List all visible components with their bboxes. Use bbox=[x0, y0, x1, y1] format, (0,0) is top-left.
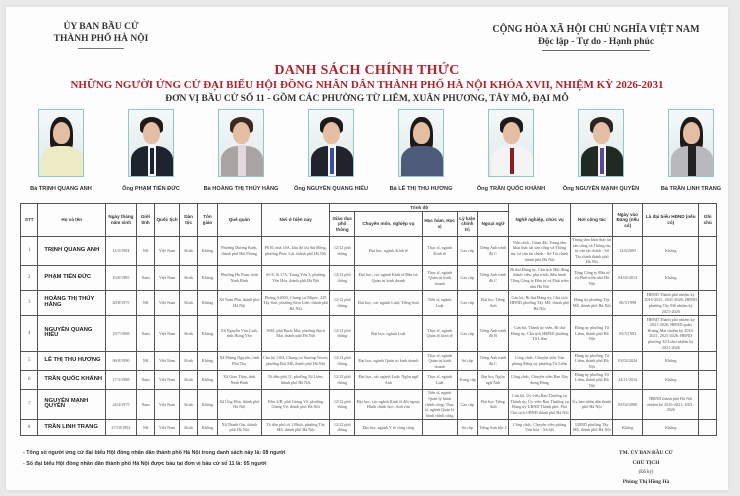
candidate-caption: Ông NGUYỄN MẠNH QUYỀN bbox=[562, 186, 640, 192]
cell-religion: Không bbox=[198, 389, 217, 419]
cell-general-edu: 12/12 phổ thông bbox=[330, 237, 355, 266]
cell-ethnicity: Kinh bbox=[179, 265, 197, 290]
candidate-photo bbox=[218, 109, 264, 177]
candidate-caption: Bà HOÀNG THỊ THÚY HẰNG bbox=[203, 186, 279, 192]
cell-occupation: Công chức, Chuyên viên Ban Xây dựng Đảng bbox=[508, 370, 571, 389]
cell-gender: Nam bbox=[136, 315, 154, 351]
cell-religion: Không bbox=[198, 237, 217, 266]
cell-hometown: Xã Nam Phù, thành phố Hà Nội bbox=[217, 290, 261, 315]
cell-party-date: 04/02/2013 bbox=[613, 265, 643, 290]
cell-name: NGUYỄN QUANG HIẾU bbox=[38, 315, 106, 351]
cell-residence: Khu 2/B, phố Giảng Võ, phường Giảng Võ, thành phố Hà Nội bbox=[261, 389, 330, 419]
candidate-card bbox=[11, 109, 111, 192]
cell-degree: Tiến sĩ, ngành Luật bbox=[422, 290, 457, 315]
table-row bbox=[21, 370, 717, 389]
cell-name: TRẦN QUỐC KHÁNH bbox=[38, 370, 106, 389]
cell-political: Cao cấp bbox=[457, 315, 478, 351]
cell-gender: Nam bbox=[136, 265, 154, 290]
cell-nationality: Việt Nam bbox=[155, 265, 180, 290]
candidate-photo bbox=[398, 109, 444, 177]
cell-degree: Thạc sĩ, ngành Quản lý kinh tế bbox=[422, 315, 457, 351]
cell-nationality: Việt Nam bbox=[155, 315, 180, 351]
table-row bbox=[21, 265, 717, 290]
cell-gender: Nữ bbox=[136, 419, 154, 435]
header-occupation: Nghề nghiệp, chức vụ bbox=[508, 204, 571, 237]
table-row bbox=[21, 419, 717, 435]
cell-religion: Không bbox=[198, 290, 217, 315]
header-residence: Nơi ở hiện nay bbox=[261, 204, 330, 237]
cell-residence: Số 8, lô 17A, Trung Yên 3, phường Yên Hòa, thành phố Hà Nội bbox=[261, 265, 330, 290]
cell-degree: Thạc sĩ, ngành Quản trị kinh doanh bbox=[422, 265, 457, 290]
cell-religion: Không bbox=[198, 419, 217, 435]
cell-stt: 2 bbox=[21, 265, 38, 290]
cell-ethnicity: Kinh bbox=[179, 351, 197, 370]
cell-nationality: Việt Nam bbox=[155, 237, 180, 266]
cell-general-edu: 12/12 phổ thông bbox=[330, 315, 355, 351]
signature-title: CHỦ TỊCH bbox=[632, 459, 660, 466]
candidate-photo bbox=[668, 109, 714, 177]
cell-language: Đại học Tiếng Anh bbox=[478, 290, 509, 315]
candidate-card bbox=[371, 109, 471, 192]
cell-note bbox=[699, 265, 717, 290]
header-ethnicity: Dân tộc bbox=[179, 204, 197, 237]
cell-note bbox=[699, 419, 717, 435]
candidate-photo bbox=[578, 109, 624, 177]
cell-degree: Thạc sĩ, ngành Luật bbox=[422, 370, 457, 389]
cell-name: TRỊNH QUANG ANH bbox=[38, 237, 106, 266]
cell-general-edu: 12/12 phổ thông bbox=[330, 290, 355, 315]
cell-occupation: Bí thư Đảng ủy, Chủ tịch Hội đồng thành viên, phụ trách điều hành Tổng Công ty Đầu tư và Phát triển nhà Hà Nội bbox=[510, 266, 569, 289]
authority-line-2: THÀNH PHỐ HÀ NỘI bbox=[53, 34, 149, 44]
candidate-card bbox=[191, 109, 291, 192]
cell-hometown: Phường Hà Nam, tỉnh Ninh Bình bbox=[217, 265, 261, 290]
cell-language: Tiếng Anh trình độ C bbox=[478, 351, 509, 370]
header-gender: Giới tính bbox=[136, 204, 154, 237]
cell-ethnicity: Kinh bbox=[179, 315, 197, 351]
cell-workplace: Đảng ủy phường Từ Liêm, thành phố Hà Nội bbox=[571, 315, 613, 351]
header-education-group: Trình độ bbox=[330, 204, 508, 212]
header-degree: Học hàm, Học vị bbox=[422, 212, 457, 237]
table-row bbox=[21, 315, 717, 351]
cell-political: Cao cấp bbox=[457, 265, 478, 290]
cell-ethnicity: Kinh bbox=[179, 389, 197, 419]
electoral-unit: ĐƠN VỊ BẦU CỬ SỐ 11 - GỒM CÁC PHƯỜNG TỪ LIÊM, XUÂN PHƯƠNG, TÂY MỖ, ĐẠI MỖ bbox=[165, 94, 569, 104]
cell-degree: Tiến sĩ, ngành Quản lý hành chính công; Thạc sĩ, ngành Quản lý hành chính công bbox=[422, 389, 457, 419]
candidate-photo bbox=[308, 109, 354, 177]
header-hometown: Quê quán bbox=[217, 204, 261, 237]
cell-party-date: 03/02/2024 bbox=[613, 351, 643, 370]
cell-residence: Tổ dân phố 11, phường Từ Liêm, thành phố Hà Nội bbox=[261, 370, 330, 389]
cell-name: HOÀNG THỊ THÚY HẰNG bbox=[38, 290, 106, 315]
header-nationality: Quốc tịch bbox=[155, 204, 180, 237]
candidate-photo bbox=[488, 109, 534, 177]
document-page bbox=[6, 7, 728, 490]
cell-degree: Thạc sĩ, ngành Quản trị kinh doanh bbox=[422, 351, 457, 370]
cell-specialty: Đại học, ngành Kinh tế bbox=[355, 237, 423, 266]
cell-language: Tiếng Anh trình độ C bbox=[478, 265, 509, 290]
cell-workplace: Tổng Công ty Đầu tư và Phát triển nhà Hà Nội bbox=[571, 265, 613, 290]
cell-gender: Nam bbox=[136, 370, 154, 389]
cell-hometown: Xã Ứng Hòa, thành phố Hà Nội bbox=[217, 389, 261, 419]
authority-underline bbox=[78, 48, 124, 49]
header-religion: Tôn giáo bbox=[198, 204, 217, 237]
document-title: DANH SÁCH CHÍNH THỨC bbox=[274, 63, 460, 78]
signatory-name: Phùng Thị Hồng Hà bbox=[622, 478, 670, 485]
cell-note bbox=[699, 315, 717, 351]
candidate-card bbox=[641, 109, 740, 192]
candidate-photo bbox=[38, 109, 84, 177]
cell-note bbox=[699, 370, 717, 389]
cell-gender: Nam bbox=[136, 389, 154, 419]
cell-dob: 24/4/1975 bbox=[106, 389, 137, 419]
signature-org: TM. ỦY BAN BẦU CỬ bbox=[619, 450, 673, 456]
cell-ethnicity: Kinh bbox=[179, 370, 197, 389]
cell-gender: Nữ bbox=[136, 351, 154, 370]
header-workplace: Nơi công tác bbox=[571, 204, 613, 237]
motto-underline bbox=[542, 50, 650, 51]
cell-name: TRẦN LINH TRANG bbox=[38, 419, 106, 435]
cell-nationality: Việt Nam bbox=[155, 370, 180, 389]
cell-religion: Không bbox=[198, 315, 217, 351]
cell-party-date: Không bbox=[613, 419, 643, 435]
cell-name: PHẠM TIẾN ĐỨC bbox=[38, 265, 106, 290]
cell-stt: 8 bbox=[21, 419, 38, 435]
cell-party-date: 03/02/2000 bbox=[613, 389, 643, 419]
cell-degree bbox=[422, 419, 457, 435]
cell-nationality: Việt Nam bbox=[155, 389, 180, 419]
national-motto bbox=[476, 23, 716, 51]
candidate-photo bbox=[128, 109, 174, 177]
candidate-photos bbox=[6, 109, 728, 199]
cell-stt: 6 bbox=[21, 370, 38, 389]
cell-ethnicity: Kinh bbox=[179, 290, 197, 315]
candidate-card bbox=[551, 109, 651, 192]
cell-specialty: Đại học, ngành Y tế công cộng bbox=[355, 419, 423, 435]
header-general-edu: Giáo dục phổ thông bbox=[330, 212, 355, 237]
cell-ethnicity: Kinh bbox=[179, 419, 197, 435]
cell-language: Đại học Tiếng Anh bbox=[478, 389, 509, 419]
cell-general-edu: 12/12 phổ thông bbox=[330, 265, 355, 290]
cell-hdnd: Không bbox=[643, 419, 699, 435]
signature-block bbox=[591, 449, 701, 487]
header-note: Ghi chú bbox=[699, 204, 717, 237]
cell-hdnd: HĐND thành phố Hà Nội nhiệm kỳ 2016-2021, 2021-2026 bbox=[643, 389, 699, 419]
cell-religion: Không bbox=[198, 370, 217, 389]
table-row bbox=[21, 389, 717, 419]
cell-general-edu: 12/12 phổ thông bbox=[330, 419, 355, 435]
cell-specialty: Đại học, các ngành Kinh tế đối ngoại; Hành chính học; Anh văn bbox=[355, 389, 423, 419]
cell-language: Tiếng Anh bậc 2 bbox=[478, 419, 509, 435]
cell-dob: 27/10/1992 bbox=[106, 419, 137, 435]
cell-dob: 17/3/1988 bbox=[106, 370, 137, 389]
cell-general-edu: 12/12 phổ thông bbox=[330, 389, 355, 419]
cell-residence: Tổ dân phố số 1 Đình, phường Tây Mỗ, thành phố Hà Nội bbox=[261, 419, 330, 435]
candidate-caption: Ông TRẦN QUỐC KHÁNH bbox=[476, 186, 546, 192]
cell-political: Cao cấp bbox=[457, 290, 478, 315]
cell-residence: Căn hộ 1104, Chung cư Startup Tower, phường Đại Mỗ, thành phố Hà Nội bbox=[261, 351, 330, 370]
table-row bbox=[21, 290, 717, 315]
cell-occupation: Cán bộ, Ủy viên Ban Thường vụ Thành ủy, Ủy viên Ban Thường vụ Đảng ủy UBND Thành phố, Phó Chủ tịch UBND thành phố Hà Nội bbox=[508, 389, 571, 419]
cell-stt: 4 bbox=[21, 315, 38, 351]
issuing-authority bbox=[36, 21, 166, 49]
document-subtitle: NHỮNG NGƯỜI ỨNG CỬ ĐẠI BIỂU HỘI ĐỒNG NHÂN DÂN THÀNH PHỐ HÀ NỘI KHÓA XVII, NHIỆM KỲ 2026-2031 bbox=[70, 79, 664, 91]
cell-note bbox=[699, 237, 717, 266]
cell-note bbox=[699, 351, 717, 370]
cell-hdnd: HĐND Thành phố nhiệm kỳ 2021-2026; HĐND quận Hoàng Mai nhiệm kỳ 2016-2021, 2021-2026; HĐND phường Từ Liêm nhiệm kỳ 2021-2026 bbox=[643, 315, 699, 351]
cell-hdnd: HĐND Thành phố nhiệm kỳ 2016-2021, 2021-2026; HĐND phường Tây Mỗ nhiệm kỳ 2021-2026 bbox=[644, 291, 698, 314]
candidate-caption: Ông NGUYỄN QUANG HIẾU bbox=[294, 186, 368, 192]
cell-specialty: Đại học, các ngành Luật; Tiếng Anh bbox=[355, 290, 423, 315]
cell-specialty: Đại học, các ngành Luật; Ngôn ngữ Anh bbox=[355, 370, 423, 389]
cell-stt: 7 bbox=[21, 389, 38, 419]
cell-occupation: Cán bộ, Thành ủy viên, Bí thư Đảng ủy, Chủ tịch HĐND phường Từ Liêm bbox=[508, 315, 571, 351]
cell-dob: 12/3/1984 bbox=[106, 237, 137, 266]
cell-language: Tiếng Anh trình độ C bbox=[478, 237, 509, 266]
cell-language: Đại học Ngôn ngữ Anh bbox=[478, 370, 509, 389]
header-party-date: Ngày vào Đảng (nếu có) bbox=[613, 204, 643, 237]
cell-party-date: 12/6/2005 bbox=[613, 237, 643, 266]
candidate-caption: Bà TRẦN LINH TRANG bbox=[660, 186, 722, 192]
cell-political: Cao cấp bbox=[457, 389, 478, 419]
cell-hdnd: Không bbox=[643, 237, 699, 266]
authority-line-1: ỦY BAN BẦU CỬ bbox=[63, 22, 139, 32]
cell-nationality: Việt Nam bbox=[155, 290, 180, 315]
cell-note bbox=[699, 389, 717, 419]
cell-hdnd: Không bbox=[643, 265, 699, 290]
note-total-candidates: - Tổng số người ứng cử đại biểu Hội đồng nhân dân thành phố Hà Nội trong danh sách này là: 08 người bbox=[23, 450, 286, 456]
cell-hometown: Xã Phùng Nguyên, tỉnh Phú Thọ bbox=[217, 351, 261, 370]
cell-political: Sơ cấp bbox=[457, 351, 478, 370]
cell-dob: 06/8/1990 bbox=[106, 351, 137, 370]
cell-hdnd: Không bbox=[643, 351, 699, 370]
cell-specialty: Đại học, ngành Quản trị kinh doanh bbox=[355, 351, 423, 370]
cell-occupation: Công chức, Chuyên viên phòng Văn hóa - Xã hội bbox=[508, 419, 571, 435]
cell-hometown: Xã Nguyễn Văn Linh, tỉnh Hưng Yên bbox=[217, 315, 261, 351]
header-name: Họ và tên bbox=[38, 204, 106, 237]
candidate-card bbox=[461, 109, 561, 192]
cell-gender: Nữ bbox=[136, 237, 154, 266]
cell-hometown: Xã Giao Thủy, tỉnh Ninh Bình bbox=[217, 370, 261, 389]
cell-residence: P610, nhà 10A, khu đô thị Sài Đồng, phường Phúc Lợi, thành phố Hà Nội bbox=[261, 237, 330, 266]
cell-political: Cao cấp bbox=[457, 237, 478, 266]
cell-residence: 306C phố Bạch Mai, phường Bạch Mai, thành phố Hà Nội bbox=[261, 315, 330, 351]
cell-workplace: Đảng ủy phường Tây Mỗ, thành phố Hà Nội bbox=[571, 290, 613, 315]
cell-occupation: Công chức, Chuyên viên Văn phòng Đảng ủy phường Từ Liêm bbox=[508, 351, 571, 370]
cell-workplace: Đảng ủy phường Từ Liêm, thành phố Hà Nội bbox=[571, 351, 613, 370]
cell-name: LÊ THỊ THU HƯƠNG bbox=[38, 351, 106, 370]
cell-political: Sơ cấp bbox=[457, 419, 478, 435]
cell-hometown: Xã Thanh Oai, thành phố Hà Nội bbox=[217, 419, 261, 435]
cell-note bbox=[699, 290, 717, 315]
cell-stt: 3 bbox=[21, 290, 38, 315]
candidate-table bbox=[20, 203, 717, 436]
cell-general-edu: 12/12 phổ thông bbox=[330, 370, 355, 389]
cell-stt: 5 bbox=[21, 351, 38, 370]
cell-workplace: Trung tâm khai thác tài sản công và Thông tin, tư vấn tài chính - Sở Tài chính thành phố Hà Nội bbox=[572, 237, 612, 265]
cell-party-date: 06/3/1998 bbox=[613, 290, 643, 315]
cell-ethnicity: Kinh bbox=[179, 237, 197, 266]
table-row bbox=[21, 237, 717, 266]
cell-specialty: Đại học, ngành Luật bbox=[355, 315, 423, 351]
motto: Độc lập - Tự do - Hạnh phúc bbox=[537, 37, 655, 47]
header-political: Lý luận chính trị bbox=[457, 212, 478, 237]
cell-religion: Không bbox=[198, 265, 217, 290]
table-row bbox=[21, 351, 717, 370]
cell-residence: Phòng A2003, Chung cư Mipec, 229 Tây Sơn, phường Kim Liên, thành phố Hà Nội bbox=[261, 290, 330, 315]
cell-workplace: Đảng ủy phường Từ Liêm, thành phố Hà Nội bbox=[571, 370, 613, 389]
cell-party-date: 03/3/1992 bbox=[613, 315, 643, 351]
cell-workplace: Ủy ban nhân dân thành phố Hà Nội bbox=[571, 389, 613, 419]
cell-religion: Không bbox=[198, 351, 217, 370]
candidate-caption: Bà TRỊNH QUANG ANH bbox=[30, 186, 92, 192]
header-specialty: Chuyên môn, nghiệp vụ bbox=[355, 212, 423, 237]
cell-stt: 1 bbox=[21, 237, 38, 266]
cell-dob: 19/7/1968 bbox=[106, 315, 137, 351]
cell-name: NGUYỄN MẠNH QUYỀN bbox=[38, 389, 106, 419]
summary-notes bbox=[23, 448, 285, 470]
cell-nationality: Việt Nam bbox=[155, 351, 180, 370]
cell-workplace: UBND phường Tây Mỗ, thành phố Hà Nội bbox=[571, 419, 613, 435]
header-language: Ngoại ngữ bbox=[478, 212, 509, 237]
header-stt: STT bbox=[21, 204, 38, 237]
cell-gender: Nữ bbox=[136, 290, 154, 315]
cell-occupation: Viên chức, Giám đốc Trung tâm khai thác tài sản công và Thông tin, tư vấn tài chính - Sở Tài chính thành phố Hà Nội bbox=[508, 237, 571, 266]
candidate-caption: Bà LÊ THỊ THU HƯƠNG bbox=[389, 186, 453, 192]
cell-dob: 10/6/1985 bbox=[106, 265, 137, 290]
cell-dob: 20/8/1975 bbox=[106, 290, 137, 315]
cell-specialty: Đại học, các ngành Kinh tế Đầu tư; Quản trị kinh doanh bbox=[355, 265, 423, 290]
candidate-card bbox=[101, 109, 201, 192]
cell-occupation: Cán bộ, Bí thư Đảng ủy, Chủ tịch HĐND phường Tây Mỗ, thành phố Hà Nội bbox=[508, 290, 571, 315]
signature-status: (Đã ký) bbox=[638, 470, 654, 475]
cell-language: Tiếng Anh trình độ B bbox=[478, 315, 509, 351]
cell-nationality: Việt Nam bbox=[155, 419, 180, 435]
note-seats: - Số đại biểu Hội đồng nhân dân thành phố Hà Nội được bầu tại đơn vị bầu cử số 11 là: 05 người bbox=[23, 461, 267, 467]
cell-general-edu: 12/12 phổ thông bbox=[330, 351, 355, 370]
country-name: CỘNG HÒA XÃ HỘI CHỦ NGHĨA VIỆT NAM bbox=[492, 24, 700, 35]
candidate-card bbox=[281, 109, 381, 192]
cell-degree: Thạc sĩ, ngành Kinh tế bbox=[422, 237, 457, 266]
header-dob: Ngày tháng năm sinh bbox=[106, 204, 137, 237]
cell-hometown: Phường Dương Kinh, thành phố Hải Phòng bbox=[217, 237, 261, 266]
cell-party-date: 24/11/2014 bbox=[613, 370, 643, 389]
candidate-caption: Ông PHẠM TIẾN ĐỨC bbox=[122, 186, 180, 192]
cell-political: Trung cấp bbox=[457, 370, 478, 389]
cell-hdnd: Không bbox=[643, 370, 699, 389]
header-hdnd: Là đại biểu HĐND (nếu có) bbox=[643, 204, 699, 237]
